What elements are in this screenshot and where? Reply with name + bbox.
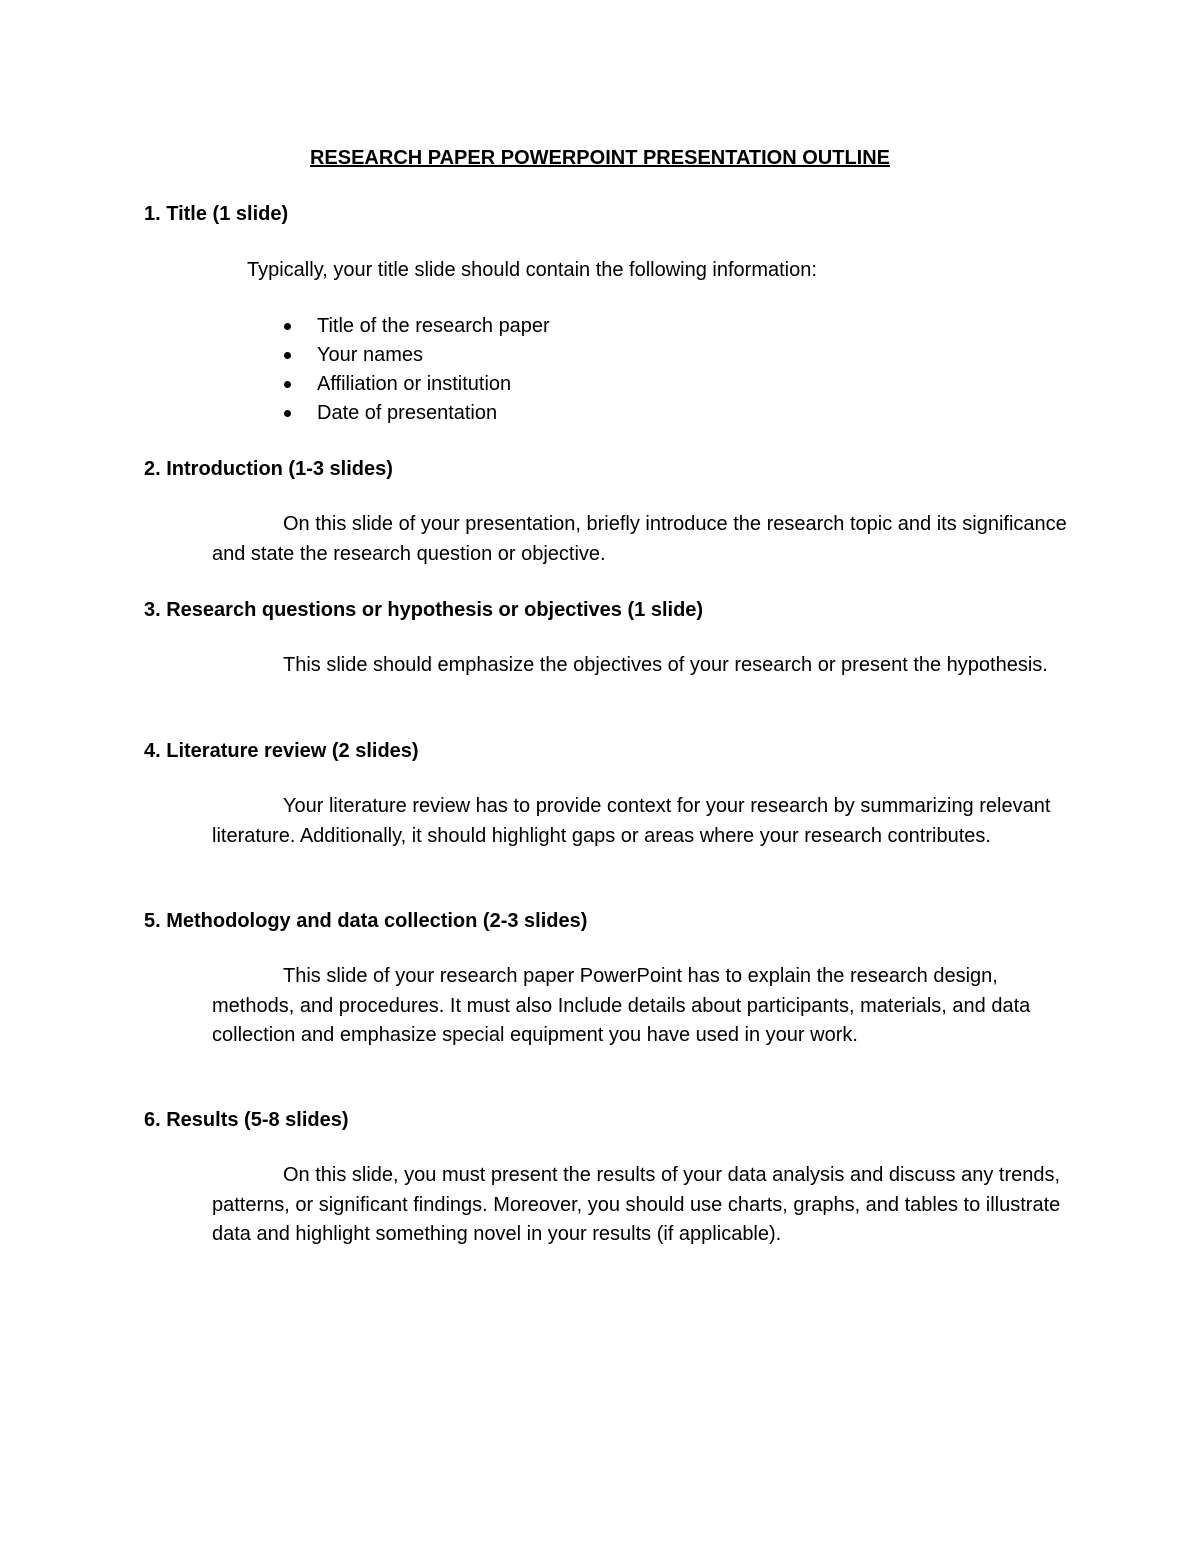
bullet-text: Your names <box>317 344 423 366</box>
bullet-icon <box>284 410 291 417</box>
section-4-paragraph: Your literature review has to provide context for your research by summarizing relevant literature. Additionally, it should highlight gaps or areas where your research contributes. <box>212 795 1051 847</box>
section-6-heading: 6. Results (5-8 slides) <box>144 1109 349 1131</box>
section-1-intro: Typically, your title slide should contain the following information: <box>247 259 817 281</box>
section-3-heading: 3. Research questions or hypothesis or objectives (1 slide) <box>144 599 704 621</box>
bullet-text: Affiliation or institution <box>317 373 512 395</box>
bullet-text: Title of the research paper <box>317 315 550 337</box>
bullet-text: Date of presentation <box>317 402 498 424</box>
section-1-heading: 1. Title (1 slide) <box>144 203 289 225</box>
section-5-paragraph: This slide of your research paper PowerPoint has to explain the research design, methods, and procedures. It must also Include details about participants, materials, and data collection and emphasize special equipment you have used in your work. <box>212 965 1031 1046</box>
document-title: RESEARCH PAPER POWERPOINT PRESENTATION OUTLINE <box>309 147 891 169</box>
section-4-heading: 4. Literature review (2 slides) <box>144 740 419 762</box>
section-3-paragraph: This slide should emphasize the objectives of your research or present the hypothesis. <box>283 654 1048 676</box>
bullet-icon <box>284 381 291 388</box>
bullet-icon <box>284 323 291 330</box>
section-2-heading: 2. Introduction (1-3 slides) <box>144 458 393 480</box>
section-6-paragraph: On this slide, you must present the results of your data analysis and discuss any trends, patterns, or significant findings. Moreover, you should use charts, graphs, and tables to illustrate data and highlight something novel in your results (if applicable). <box>212 1164 1061 1245</box>
section-2-paragraph: On this slide of your presentation, briefly introduce the research topic and its significance and state the research question or objective. <box>212 513 1067 565</box>
section-5-heading: 5. Methodology and data collection (2-3 slides) <box>144 910 588 932</box>
bullet-icon <box>284 352 291 359</box>
